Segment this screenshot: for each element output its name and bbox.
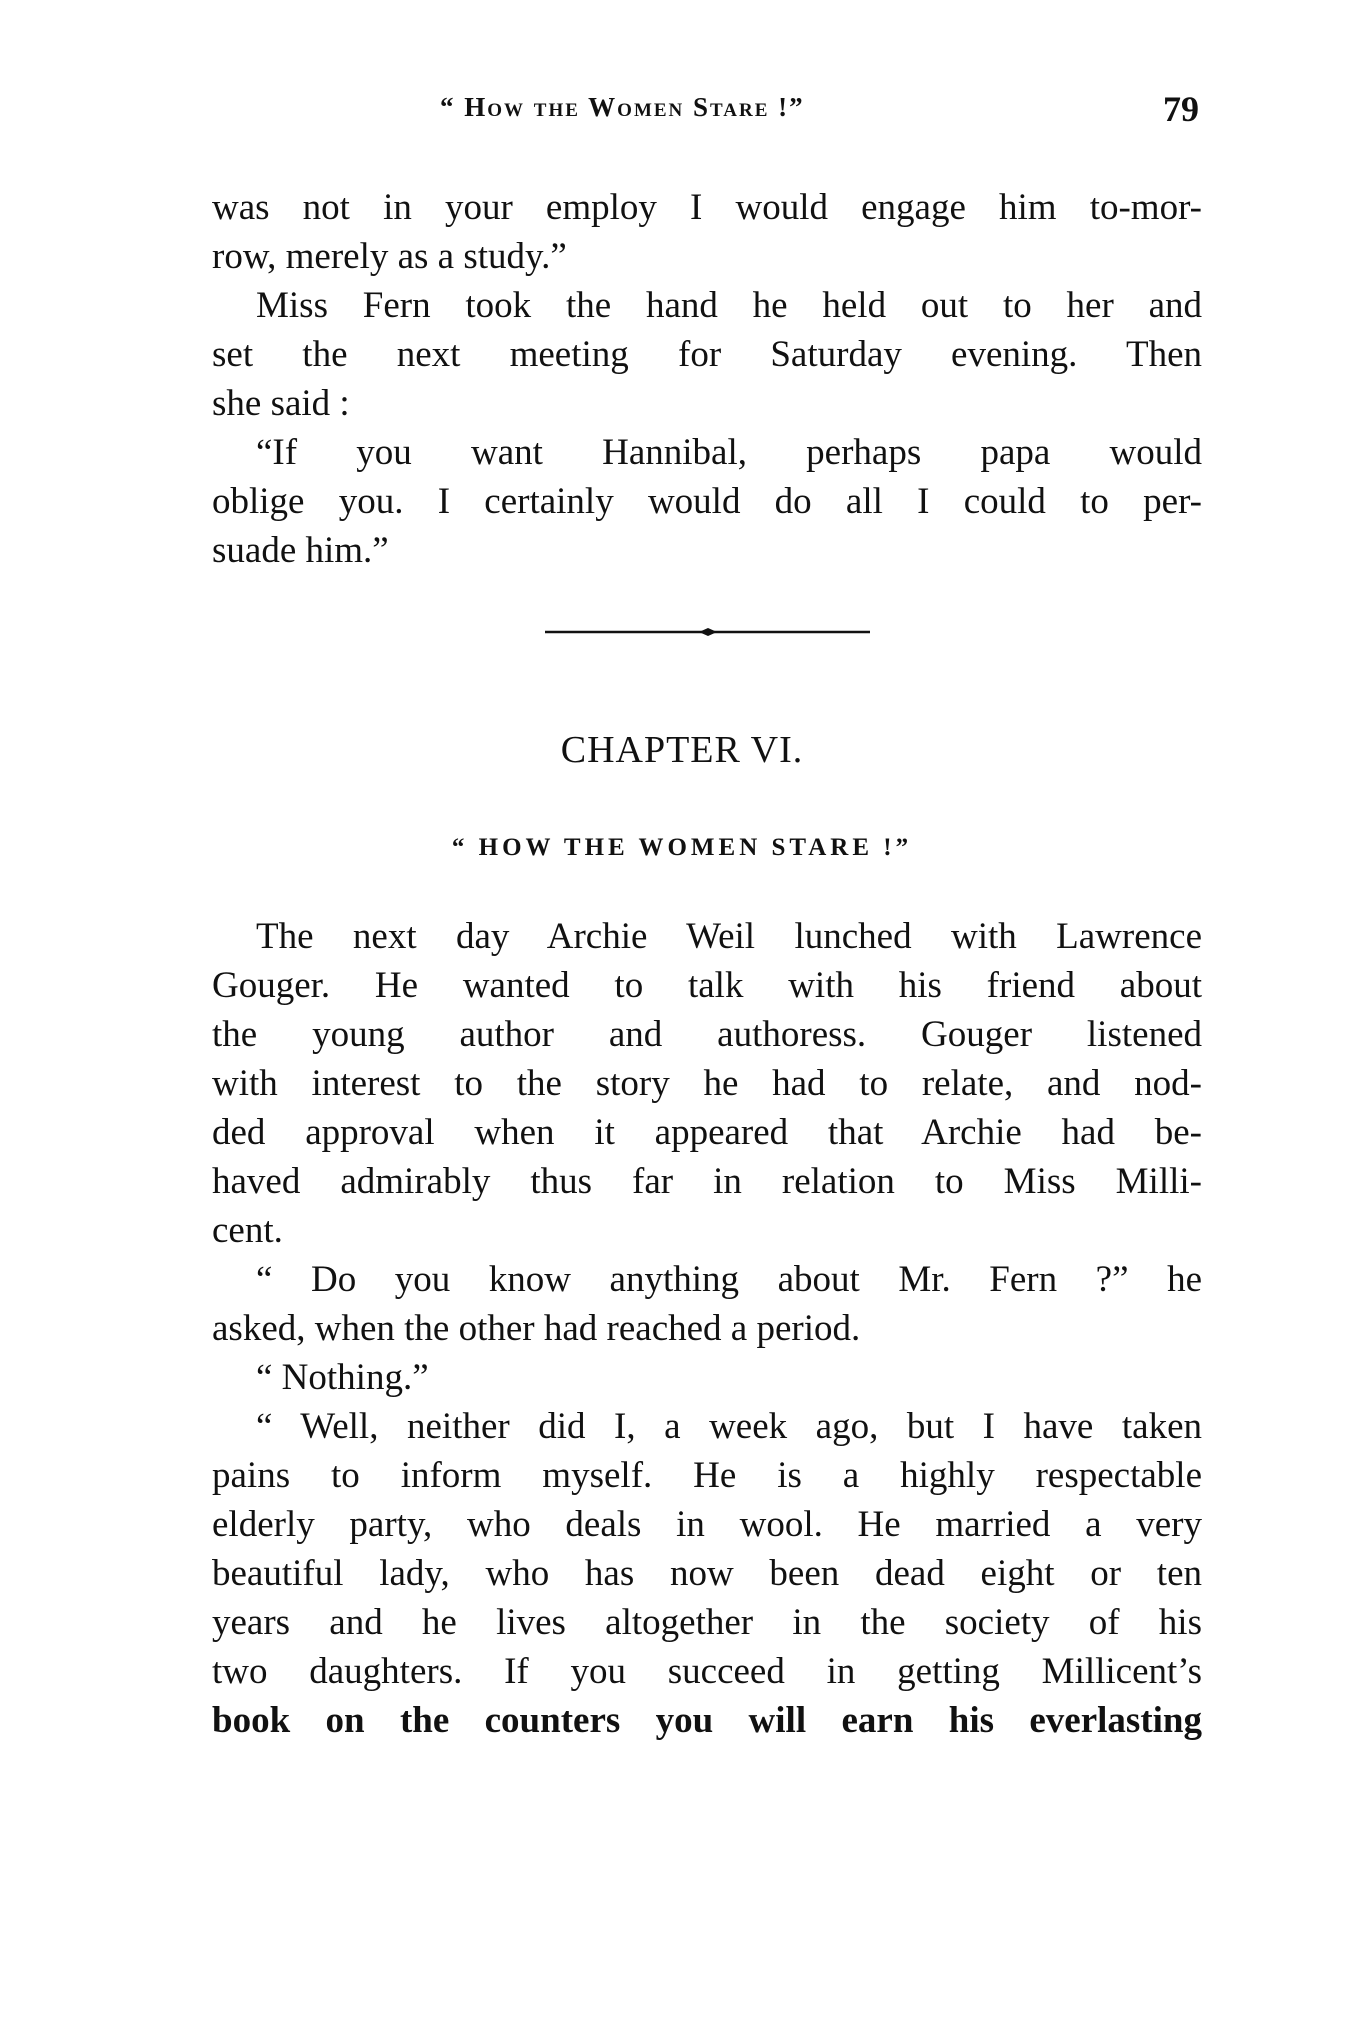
- text-line: “ Nothing.”: [256, 1357, 429, 1398]
- text-line: the young author and authoress. Gouger listened: [212, 1014, 1202, 1055]
- chapter-heading: CHAPTER VI.: [560, 729, 804, 771]
- text-line: two daughters. If you succeed in getting Millicent’s: [212, 1651, 1202, 1692]
- paragraph-block-top: [212, 183, 1202, 575]
- paragraph-block-body: [212, 912, 1202, 1745]
- text-line: beautiful lady, who has now been dead eight or ten: [212, 1553, 1202, 1594]
- text-line: with interest to the story he had to relate, and nod-: [212, 1063, 1202, 1104]
- section-divider-ornament: [545, 628, 870, 636]
- text-line: pains to inform myself. He is a highly respectable: [212, 1455, 1202, 1496]
- chapter-title: “ HOW THE WOMEN STARE !”: [451, 834, 913, 861]
- text-line: asked, when the other had reached a period.: [212, 1308, 861, 1349]
- text-line: set the next meeting for Saturday evening. Then: [212, 334, 1202, 375]
- text-line: “ Do you know anything about Mr. Fern ?” he: [256, 1259, 1202, 1300]
- text-line: haved admirably thus far in relation to Miss Milli-: [212, 1161, 1202, 1202]
- text-line: suade him.”: [212, 530, 389, 571]
- text-line: The next day Archie Weil lunched with Lawrence: [256, 916, 1202, 957]
- text-line: “If you want Hannibal, perhaps papa would: [256, 432, 1202, 473]
- text-line: Gouger. He wanted to talk with his friend about: [212, 965, 1202, 1006]
- text-line: row, merely as a study.”: [212, 236, 567, 277]
- text-line: cent.: [212, 1210, 283, 1251]
- page-number: 79: [1163, 89, 1199, 129]
- text-line: ded approval when it appeared that Archie had be-: [212, 1112, 1202, 1153]
- running-header: “ How the Women Stare !”: [440, 92, 805, 122]
- text-line: was not in your employ I would engage him to-mor-: [212, 187, 1202, 228]
- text-line: book on the counters you will earn his everlasting: [212, 1700, 1202, 1741]
- text-line: Miss Fern took the hand he held out to her and: [256, 285, 1202, 326]
- text-line: elderly party, who deals in wool. He married a very: [212, 1504, 1202, 1545]
- text-line: years and he lives altogether in the society of his: [212, 1602, 1202, 1643]
- text-line: oblige you. I certainly would do all I could to per-: [212, 481, 1202, 522]
- text-line: she said :: [212, 383, 350, 424]
- text-line: “ Well, neither did I, a week ago, but I have taken: [256, 1406, 1202, 1447]
